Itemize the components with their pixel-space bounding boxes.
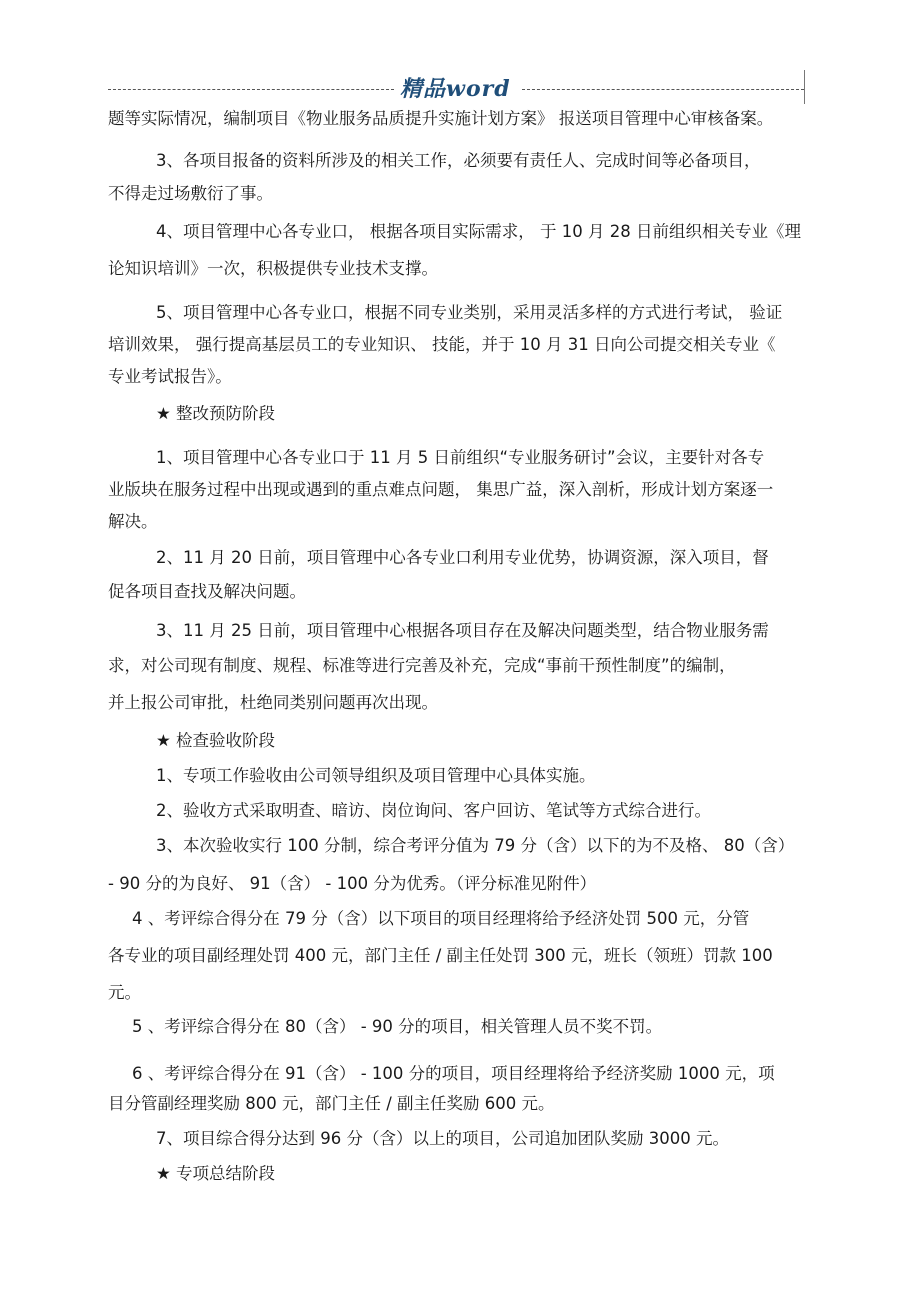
- text-line: 培训效果， 强行提高基层员工的专业知识、 技能，并于 10 月 31 日向公司提交相关专业《: [108, 335, 776, 354]
- header-dashed-rule-left: [108, 89, 394, 90]
- text-line: 目分管副经理奖励 800 元，部门主任 / 副主任奖励 600 元。: [108, 1094, 555, 1113]
- text-line: 业版块在服务过程中出现或遇到的重点难点问题， 集思广益，深入剖析，形成计划方案逐一: [108, 480, 774, 499]
- text-line: 3、11 月 25 日前，项目管理中心根据各项目存在及解决问题类型，结合物业服务需: [156, 621, 769, 640]
- text-line: 专业考试报告》。: [108, 367, 232, 386]
- text-line: 解决。: [108, 512, 158, 531]
- text-line: 2、11 月 20 日前，项目管理中心各专业口利用专业优势，协调资源，深入项目，督: [156, 548, 769, 567]
- section-heading: ★ 专项总结阶段: [156, 1164, 276, 1183]
- text-line: 2、验收方式采取明查、暗访、岗位询问、客户回访、笔试等方式综合进行。: [156, 801, 711, 820]
- text-line: 并上报公司审批，杜绝同类别问题再次出现。: [108, 693, 438, 712]
- header-dashed-rule-right: [522, 89, 804, 90]
- text-line: 求，对公司现有制度、规程、标准等进行完善及补充，完成“事前干预性制度”的编制，: [108, 656, 736, 675]
- page-header: [108, 66, 808, 106]
- text-line: 7、项目综合得分达到 96 分（含）以上的项目，公司追加团队奖励 3000 元。: [156, 1129, 729, 1148]
- header-edge-bar: [804, 70, 805, 104]
- text-line: 1、专项工作验收由公司领导组织及项目管理中心具体实施。: [156, 766, 596, 785]
- text-line: 3、本次验收实行 100 分制，综合考评分值为 79 分（含）以下的为不及格、 80（含）: [156, 836, 795, 855]
- text-line: 不得走过场敷衍了事。: [108, 184, 273, 203]
- text-line: - 90 分的为良好、 91（含） - 100 分为优秀。（评分标准见附件）: [108, 874, 597, 893]
- text-line: 5、项目管理中心各专业口，根据不同专业类别，采用灵活多样的方式进行考试， 验证: [156, 303, 783, 322]
- text-line: 4、项目管理中心各专业口， 根据各项目实际需求， 于 10 月 28 日前组织相关专业《理: [156, 222, 801, 241]
- text-line: 促各项目查找及解决问题。: [108, 582, 306, 601]
- section-heading: ★ 整改预防阶段: [156, 404, 276, 423]
- text-line: 5 、考评综合得分在 80（含） - 90 分的项目，相关管理人员不奖不罚。: [132, 1017, 663, 1036]
- text-line: 4 、考评综合得分在 79 分（含）以下项目的项目经理将给予经济处罚 500 元，分管: [132, 909, 750, 928]
- text-line: 论知识培训》一次，积极提供专业技术支撑。: [108, 259, 438, 278]
- watermark-logo: [400, 72, 518, 104]
- text-line: 3、各项目报备的资料所涉及的相关工作，必须要有责任人、完成时间等必备项目，: [156, 151, 761, 170]
- text-line: 各专业的项目副经理处罚 400 元，部门主任 / 副主任处罚 300 元，班长（领班）罚款 100: [108, 946, 773, 965]
- text-line: 元。: [108, 983, 141, 1002]
- text-line: 6 、考评综合得分在 91（含） - 100 分的项目，项目经理将给予经济奖励 1000 元，项: [132, 1064, 775, 1083]
- text-line: 题等实际情况，编制项目《物业服务品质提升实施计划方案》 报送项目管理中心审核备案。: [108, 109, 774, 128]
- text-line: 1、项目管理中心各专业口于 11 月 5 日前组织“专业服务研讨”会议，主要针对各专: [156, 448, 765, 467]
- section-heading: ★ 检查验收阶段: [156, 731, 276, 750]
- watermark-text: 精品word: [400, 76, 511, 102]
